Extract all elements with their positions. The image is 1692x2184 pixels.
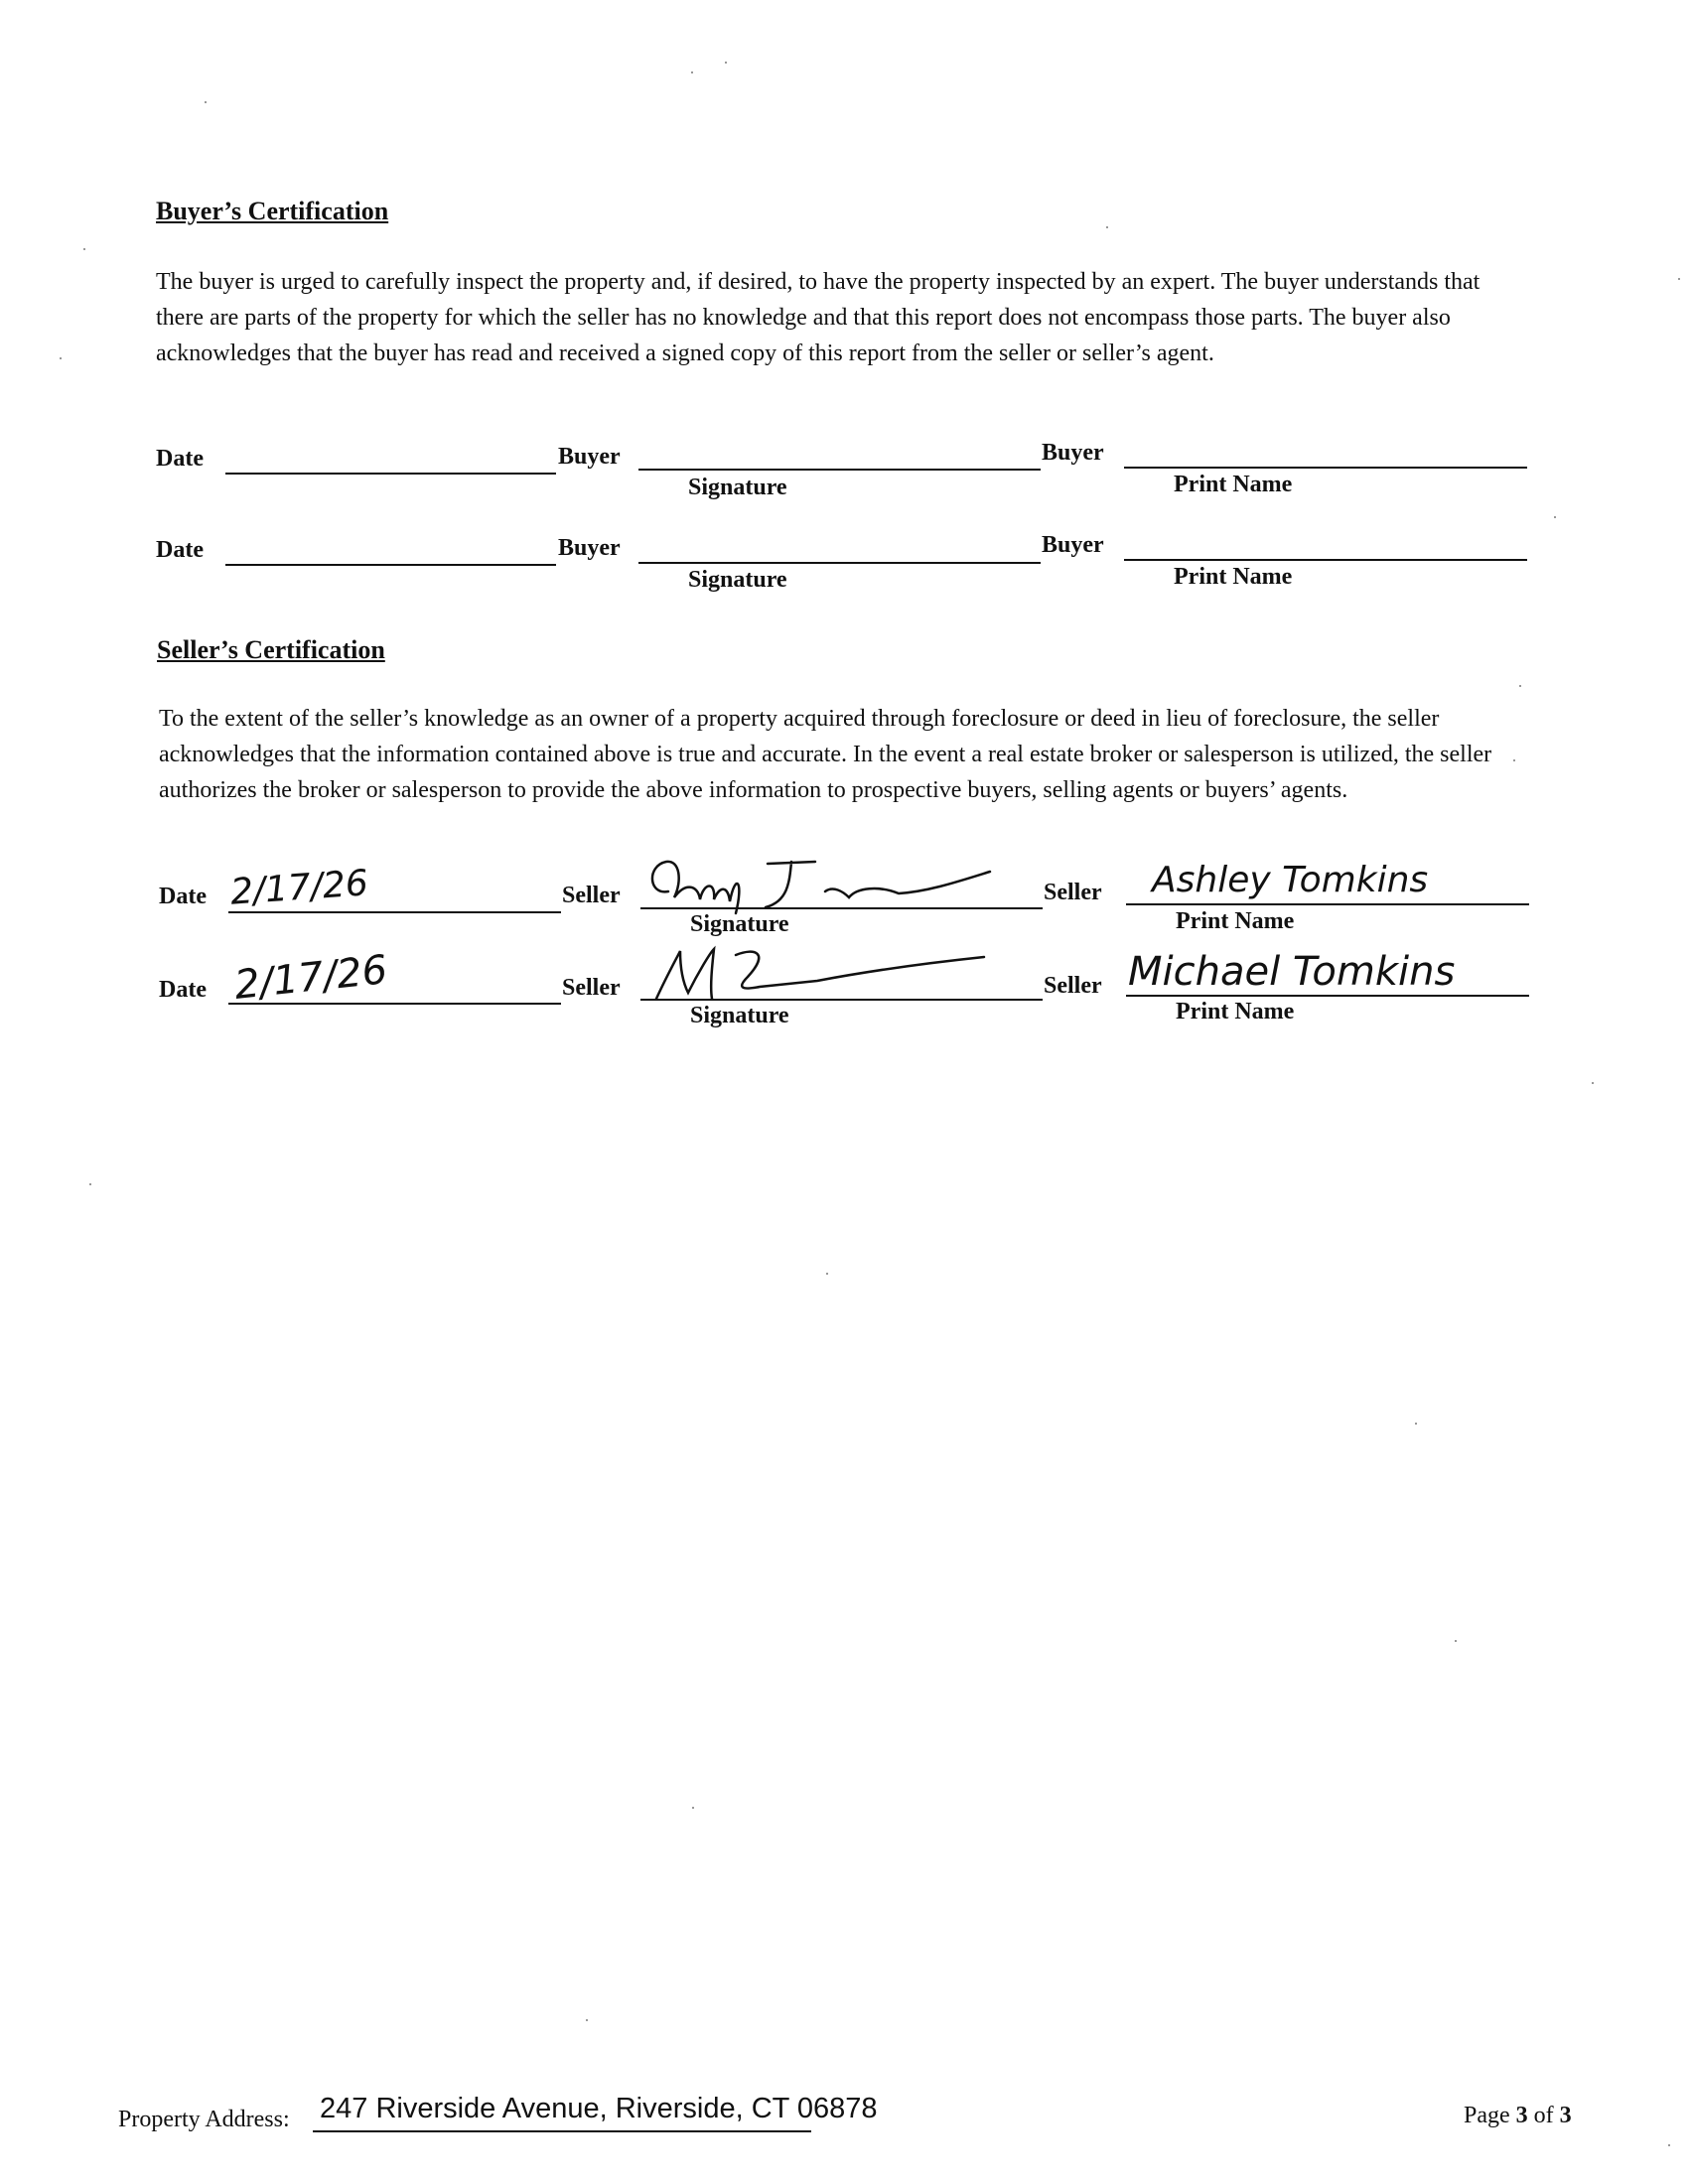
buyer-row-1-print-caption: Print Name <box>1174 472 1293 497</box>
buyer-row-1-signature-caption: Signature <box>688 475 787 500</box>
scan-speck <box>1513 759 1515 761</box>
page-number <box>1464 2103 1572 2129</box>
seller-row-1-print-caption: Print Name <box>1176 908 1295 934</box>
seller-row-2-signature-caption: Signature <box>690 1003 789 1028</box>
scan-speck <box>1415 1423 1417 1425</box>
scan-speck <box>1519 685 1521 687</box>
buyer-row-1-print-label: Buyer <box>1042 440 1104 466</box>
seller-row-2-date-label: Date <box>159 977 207 1003</box>
buyer-row-2-signature-line[interactable] <box>638 562 1041 564</box>
buyer-row-1-date-line[interactable] <box>225 473 556 475</box>
seller-row-2-print-line[interactable] <box>1126 995 1529 997</box>
property-address-label: Property Address: <box>118 2107 290 2132</box>
scan-speck <box>826 1273 828 1275</box>
seller-row-1-print-label: Seller <box>1044 880 1102 905</box>
scan-speck <box>1554 516 1556 518</box>
buyer-row-1-date-label: Date <box>156 446 204 472</box>
buyer-certification-body: The buyer is urged to carefully inspect the property and, if desired, to have the property inspected by an expert. The buyer understands that there are parts of the property for which the seller has no knowledge and that this report does not encompass those parts. The buyer also acknowledges that the buyer has read and received a signed copy of this report from the seller or seller’s agent. <box>156 269 1480 366</box>
buyer-row-1-signature-line[interactable] <box>638 469 1041 471</box>
scan-speck <box>692 1807 694 1809</box>
scan-speck <box>83 248 85 250</box>
property-address-value[interactable]: 247 Riverside Avenue, Riverside, CT 06878 <box>320 2093 878 2124</box>
seller-row-1-date-value: 2/17/26 <box>228 863 370 913</box>
scan-speck <box>725 62 727 64</box>
seller-row-1-date-line[interactable] <box>228 911 561 913</box>
scan-speck <box>205 101 207 103</box>
seller-row-2-date-line[interactable] <box>228 1003 561 1005</box>
scan-speck <box>1106 226 1108 228</box>
seller-row-2-print-label: Seller <box>1044 973 1102 999</box>
buyer-row-2-print-caption: Print Name <box>1174 564 1293 590</box>
scan-speck <box>60 357 62 359</box>
buyer-certification-heading: Buyer’s Certification <box>156 197 389 225</box>
buyer-row-2-signature-caption: Signature <box>688 567 787 593</box>
seller-row-1-print-value: Ashley Tomkins <box>1152 860 1429 900</box>
seller-row-1-signature-label: Seller <box>562 883 621 908</box>
buyer-row-2-print-label: Buyer <box>1042 532 1104 558</box>
buyer-row-1-signature-label: Buyer <box>558 444 621 470</box>
seller-row-2-signature <box>640 937 998 1007</box>
scan-speck <box>1455 1640 1457 1642</box>
page-total: 3 <box>1559 2103 1572 2128</box>
seller-row-2-signature-line[interactable] <box>640 999 1043 1001</box>
seller-row-1-print-line[interactable] <box>1126 903 1529 905</box>
buyer-row-2-date-label: Date <box>156 537 204 563</box>
seller-row-2-signature-label: Seller <box>562 975 621 1001</box>
seller-row-1-signature-line[interactable] <box>640 907 1043 909</box>
scan-speck <box>1668 2144 1670 2146</box>
seller-row-1-signature-caption: Signature <box>690 911 789 937</box>
scan-speck <box>1592 1082 1594 1084</box>
page-label: Page <box>1464 2103 1510 2128</box>
buyer-row-1-print-line[interactable] <box>1124 467 1527 469</box>
scan-speck <box>1678 278 1680 280</box>
buyer-row-2-print-line[interactable] <box>1124 559 1527 561</box>
seller-certification-body: To the extent of the seller’s knowledge as an owner of a property acquired through foreclosure or deed in lieu of foreclosure, the seller acknowledges that the information contained above is true and accurate. In the event a real estate broker or salesperson is utilized, the seller authorizes the broker or salesperson to provide the above information to prospective buyers, selling agents or buyers’ agents. <box>159 706 1492 803</box>
seller-row-2-print-caption: Print Name <box>1176 999 1295 1024</box>
seller-row-2-print-value: Michael Tomkins <box>1128 949 1456 995</box>
scan-speck <box>586 2019 588 2021</box>
seller-row-2-date-value: 2/17/26 <box>232 947 390 1009</box>
seller-row-1-date-label: Date <box>159 884 207 909</box>
scan-speck <box>691 71 693 73</box>
page-current: 3 <box>1515 2103 1528 2128</box>
scan-speck <box>89 1183 91 1185</box>
buyer-row-2-date-line[interactable] <box>225 564 556 566</box>
page-of: of <box>1533 2103 1554 2128</box>
property-address-line <box>313 2130 811 2132</box>
buyer-row-2-signature-label: Buyer <box>558 535 621 561</box>
seller-certification-heading: Seller’s Certification <box>157 635 385 664</box>
